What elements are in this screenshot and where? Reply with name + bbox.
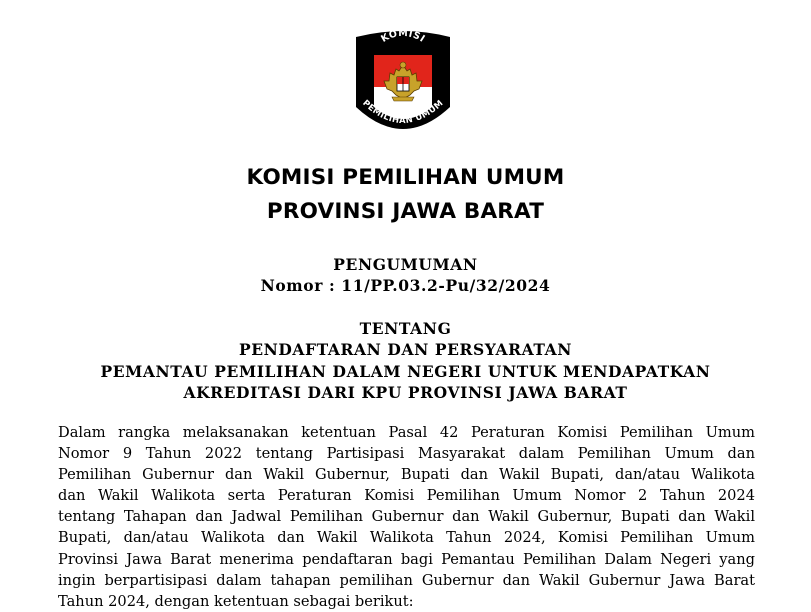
body-line: Dalam rangka melaksanakan ketentuan Pasal 42 Peraturan Komisi Pemilihan Umum bbox=[58, 424, 755, 441]
body-paragraph bbox=[58, 422, 755, 612]
body-line: Bupati, dan/atau Walikota dan Wakil Walikota Tahun 2024, Komisi Pemilihan Umum bbox=[58, 529, 755, 547]
subject-line-2: PEMANTAU PEMILIHAN DALAM NEGERI UNTUK MENDAPATKAN bbox=[100, 362, 711, 381]
body-line: Tahun 2024, dengan ketentuan sebagai berikut: bbox=[58, 592, 414, 610]
body-line: ingin berpartisipasi dalam tahapan pemilihan Gubernur dan Wakil Gubernur Jawa Barat bbox=[58, 571, 755, 589]
organization-province: PROVINSI JAWA BARAT bbox=[266, 199, 545, 224]
organization-name: KOMISI PEMILIHAN UMUM bbox=[246, 165, 565, 190]
body-line: dan Wakil Walikota serta Peraturan Komisi Pemilihan Umum Nomor 2 Tahun 2024 bbox=[58, 487, 755, 505]
logo-bottom-text: PEMILIHAN UMUM bbox=[360, 98, 446, 127]
subject-line-3: AKREDITASI DARI KPU PROVINSI JAWA BARAT bbox=[183, 383, 628, 402]
announcement-number: Nomor : 11/PP.03.2-Pu/32/2024 bbox=[260, 276, 551, 295]
body-line: tentang Tahapan dan Jadwal Pemilihan Gubernur dan Wakil Gubernur, Bupati dan Wakil bbox=[58, 508, 755, 526]
body-line: Nomor 9 Tahun 2022 tentang Partisipasi Masyarakat dalam Pemilihan Umum dan bbox=[58, 445, 755, 463]
announcement-label: PENGUMUMAN bbox=[333, 255, 478, 274]
subject-label: TENTANG bbox=[359, 319, 452, 338]
subject-line-1: PENDAFTARAN DAN PERSYARATAN bbox=[238, 340, 573, 359]
kpu-logo bbox=[352, 29, 454, 141]
body-line: Pemilihan Gubernur dan Wakil Gubernur, Bupati dan Wakil Bupati, dan/atau Walikota bbox=[58, 466, 755, 484]
body-line: Provinsi Jawa Barat menerima pendaftaran bagi Pemantau Pemilihan Dalam Negeri yang bbox=[58, 550, 755, 568]
logo-top-text: KOMISI bbox=[379, 29, 428, 45]
